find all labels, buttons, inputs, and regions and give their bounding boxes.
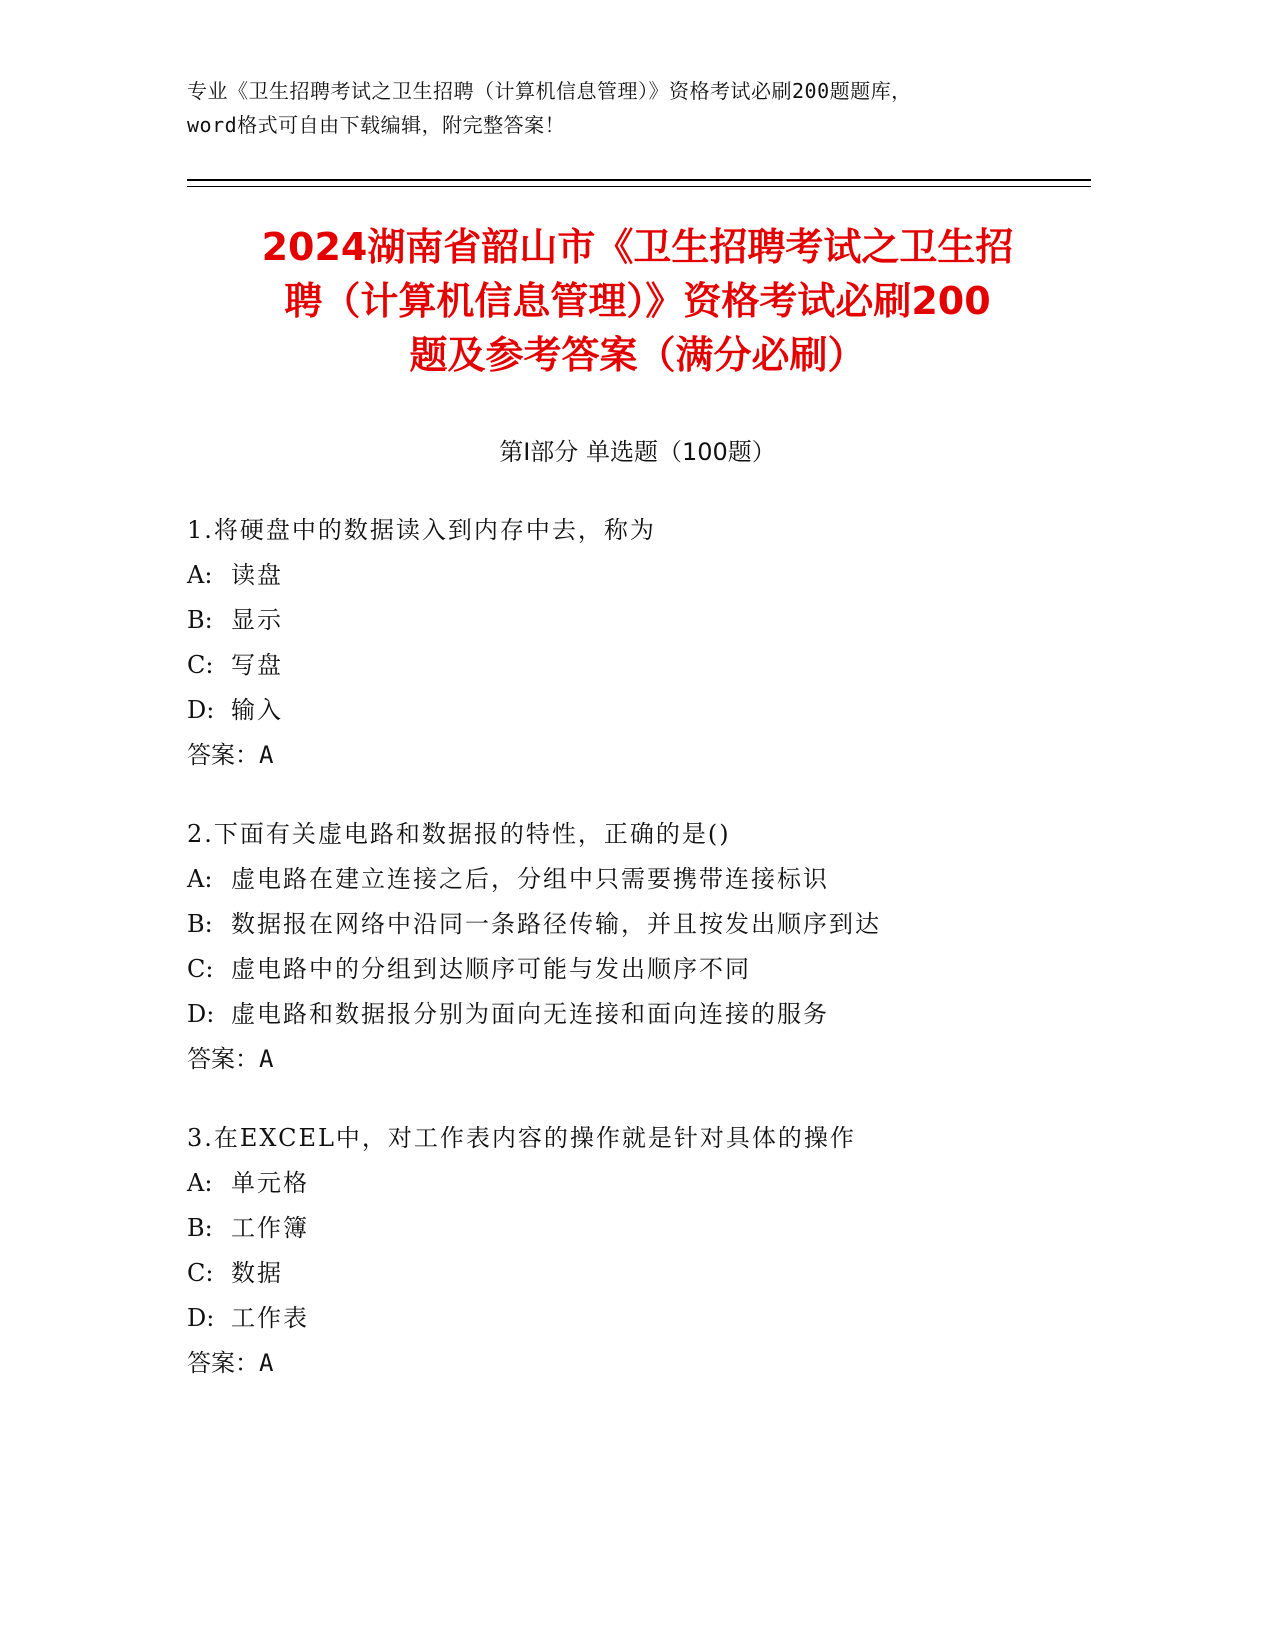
option-a (187, 857, 1087, 902)
header-note-line-2: word格式可自由下载编辑，附完整答案！ (187, 113, 566, 137)
option-text: 工作簿 (231, 1214, 309, 1242)
option-letter: D: (187, 696, 215, 724)
option-letter: C: (187, 1259, 214, 1287)
option-letter: B: (187, 606, 213, 634)
option-a (187, 553, 1087, 598)
answer-label: 答案： (187, 741, 259, 769)
question-3 (187, 1116, 1087, 1386)
document-title-line-2: 聘（计算机信息管理）》资格考试必刷200 (284, 279, 991, 323)
header-divider-thick (187, 179, 1091, 181)
option-text: 虚电路在建立连接之后，分组中只需要携带连接标识 (231, 865, 829, 893)
option-letter: C: (187, 651, 214, 679)
question-stem: 1.将硬盘中的数据读入到内存中去，称为 (187, 516, 656, 544)
document-title-line-1: 2024湖南省韶山市《卫生招聘考试之卫生招 (261, 225, 1014, 269)
question-2 (187, 812, 1087, 1082)
option-b (187, 598, 1087, 643)
option-text: 虚电路中的分组到达顺序可能与发出顺序不同 (231, 955, 751, 983)
option-c (187, 1251, 1087, 1296)
option-text: 工作表 (231, 1304, 309, 1332)
option-text: 单元格 (231, 1169, 309, 1197)
header-divider-thin (187, 186, 1091, 187)
answer-line (187, 733, 1087, 778)
question-stem: 3.在EXCEL中，对工作表内容的操作就是针对具体的操作 (187, 1124, 856, 1152)
option-letter: C: (187, 955, 214, 983)
option-text: 数据报在网络中沿同一条路径传输，并且按发出顺序到达 (231, 910, 881, 938)
answer-value: A (259, 741, 274, 769)
option-text: 输入 (231, 696, 283, 724)
document-title-line-3: 题及参考答案（满分必刷） (409, 333, 866, 377)
option-b (187, 902, 1087, 947)
question-1 (187, 508, 1087, 778)
option-d (187, 992, 1087, 1037)
option-c (187, 947, 1087, 992)
option-letter: B: (187, 1214, 213, 1242)
option-letter: D: (187, 1304, 215, 1332)
option-letter: D: (187, 1000, 215, 1028)
option-letter: B: (187, 910, 213, 938)
answer-line (187, 1037, 1087, 1082)
answer-label: 答案： (187, 1349, 259, 1377)
answer-value: A (259, 1349, 274, 1377)
option-text: 写盘 (231, 651, 283, 679)
option-b (187, 1206, 1087, 1251)
option-letter: A: (187, 865, 213, 893)
option-letter: A: (187, 561, 213, 589)
header-note-line-1: 专业《卫生招聘考试之卫生招聘（计算机信息管理）》资格考试必刷200题题库， (187, 79, 912, 103)
section-heading: 第Ⅰ部分 单选题（100题） (499, 438, 776, 466)
option-c (187, 643, 1087, 688)
option-text: 虚电路和数据报分别为面向无连接和面向连接的服务 (231, 1000, 829, 1028)
document-title (140, 220, 1135, 382)
option-a (187, 1161, 1087, 1206)
option-letter: A: (187, 1169, 213, 1197)
answer-label: 答案： (187, 1045, 259, 1073)
option-d (187, 688, 1087, 733)
question-stem: 2.下面有关虚电路和数据报的特性，正确的是() (187, 820, 731, 848)
answer-value: A (259, 1045, 274, 1073)
option-text: 显示 (231, 606, 283, 634)
answer-line (187, 1341, 1087, 1386)
option-d (187, 1296, 1087, 1341)
header-note (187, 74, 1087, 142)
option-text: 读盘 (231, 561, 283, 589)
option-text: 数据 (231, 1259, 283, 1287)
